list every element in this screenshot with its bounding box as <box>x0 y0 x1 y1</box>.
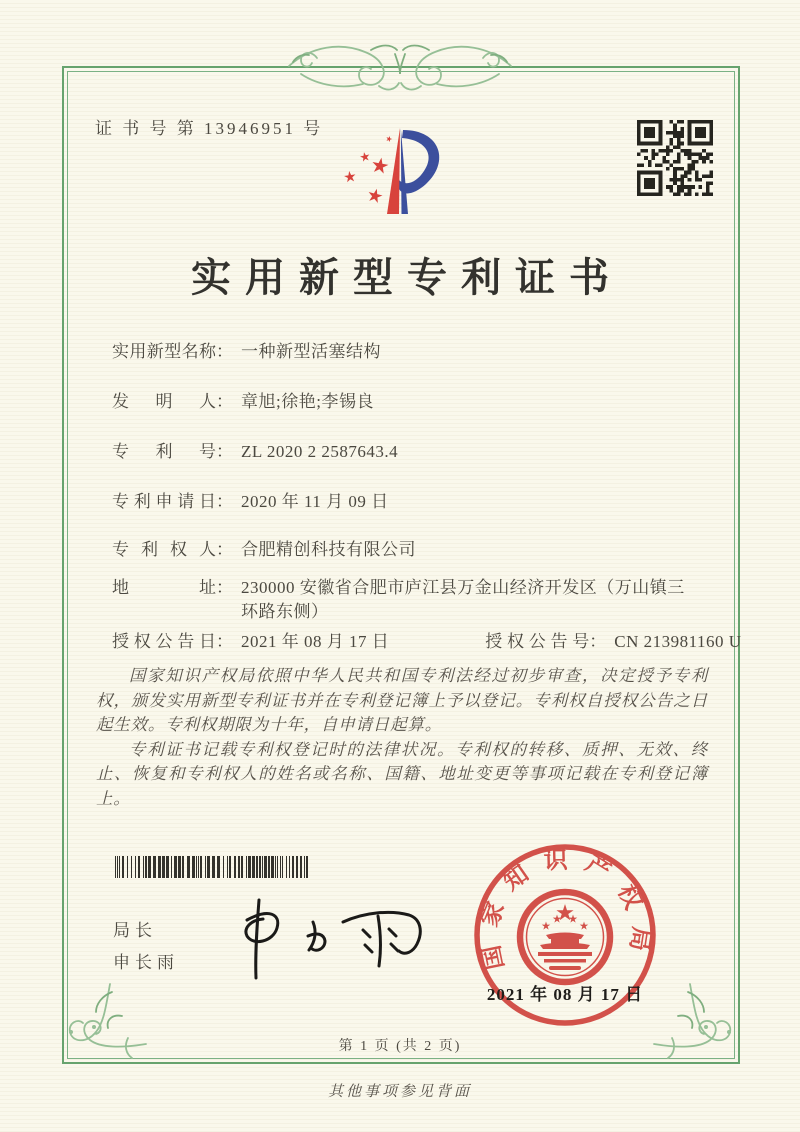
certificate-title: 实用新型专利证书 <box>191 255 623 300</box>
field-label: 专利申请日 <box>112 492 216 511</box>
seal-date: 2021 年 08 月 17 日 <box>486 985 644 1004</box>
qr-code-icon <box>637 120 713 196</box>
field-grant-row <box>112 630 742 654</box>
field-colon: ： <box>216 492 233 511</box>
field-colon: ： <box>216 342 233 361</box>
field-value: 一种新型活塞结构 <box>241 342 381 361</box>
barcode-icon <box>115 856 311 878</box>
legal-text <box>96 664 708 811</box>
field-value: 230000 安徽省合肥市庐江县万金山经济开发区（万山镇三环路东侧） <box>241 578 685 621</box>
field-label: 专 利 号 <box>112 442 216 461</box>
field-value: ZL 2020 2 2587643.4 <box>241 442 399 461</box>
cnipa-logo-icon <box>340 110 460 225</box>
field-colon: ： <box>216 442 233 461</box>
back-side-note: 其他事项参见背面 <box>327 1084 472 1100</box>
field-patentee <box>112 538 416 562</box>
dragon-ornament-icon <box>283 36 517 96</box>
director-title: 局长 <box>113 921 157 940</box>
field-label: 专 利 权 人 <box>112 540 216 559</box>
field-value: 2020 年 11 月 09 日 <box>241 492 389 511</box>
field-utility-model-name <box>112 340 381 364</box>
field-inventors <box>112 390 374 414</box>
page-number: 第 1 页 (共 2 页) <box>338 1039 462 1054</box>
director-name: 申长雨 <box>113 953 179 972</box>
field-colon: ： <box>216 540 233 559</box>
field-label: 地 址 <box>112 578 216 597</box>
field-grant-number <box>485 630 741 654</box>
field-patent-number <box>112 440 398 464</box>
seal-ring-text: 国家知识产权局 <box>475 847 654 972</box>
field-label: 实用新型名称 <box>112 342 216 361</box>
field-label: 授权公告日 <box>112 632 216 651</box>
field-colon: ： <box>216 632 233 651</box>
field-filing-date <box>112 490 389 514</box>
grant-number-value: CN 213981160 U <box>614 632 742 651</box>
certificate-number: 证 书 号 第 13946951 号 <box>95 119 324 138</box>
field-label: 授权公告号 <box>485 632 590 651</box>
corner-ornament-left-icon <box>48 982 148 1082</box>
national-emblem-icon <box>520 892 610 982</box>
corner-ornament-right-icon <box>652 982 752 1082</box>
field-value: 章旭;徐艳;李锡良 <box>241 392 374 411</box>
field-colon: ： <box>589 632 607 651</box>
legal-paragraph-2: 专利证书记载专利权登记时的法律状况。专利权的转移、质押、无效、终止、恢复和专利权人的姓名或名称、国籍、地址变更等事项记载在专利登记簿上。 <box>96 739 708 808</box>
field-value: 合肥精创科技有限公司 <box>241 540 416 559</box>
field-label: 发 明 人 <box>112 392 216 411</box>
field-address <box>112 576 693 624</box>
field-colon: ： <box>216 578 233 597</box>
signature-icon <box>225 892 430 987</box>
grant-date-value: 2021 年 08 月 17 日 <box>241 632 390 651</box>
field-colon: ： <box>216 392 233 411</box>
legal-paragraph-1: 国家知识产权局依照中华人民共和国专利法经过初步审查，决定授予专利权，颁发实用新型专利证书并在专利登记簿上予以登记。专利权自授权公告之日起生效。专利权期限为十年，自申请日起算。 <box>96 666 708 734</box>
